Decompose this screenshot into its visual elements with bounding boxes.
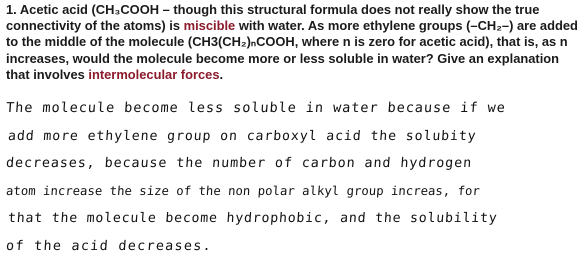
answer-line: add more ethylene group on carboxyl acid the solubity (7, 128, 478, 144)
handwritten-answer (6, 95, 586, 261)
answer-line: of the acid decreases. (5, 238, 213, 254)
question-text (6, 2, 582, 83)
question-part-3: . (219, 66, 224, 82)
term-intermolecular-forces: intermolecular forces (88, 66, 220, 82)
answer-line: The molecule become less soluble in water because if we (5, 100, 507, 116)
question-part-1: 1. Acetic acid (CH₃COOH – though this structural formula does not really show the true connectivity of the atoms) is (6, 2, 540, 34)
answer-line: atom increase the size of the non polar alkyl group increas, for (5, 183, 481, 198)
term-miscible: miscible (183, 18, 236, 34)
answer-line: that the molecule become hydrophobic, and the solubility (7, 211, 498, 227)
question-part-2: with water. As more ethylene groups (–CH₂–) are added to the middle of the molecule (CH3(CH₂)ₙCOOH, where n is zero for acetic acid), that is, as n increases, would the molecule become more or less soluble in water? Give an explanation that involves (6, 18, 578, 82)
answer-line: decreases, because the number of carbon and hydrogen (5, 156, 473, 172)
